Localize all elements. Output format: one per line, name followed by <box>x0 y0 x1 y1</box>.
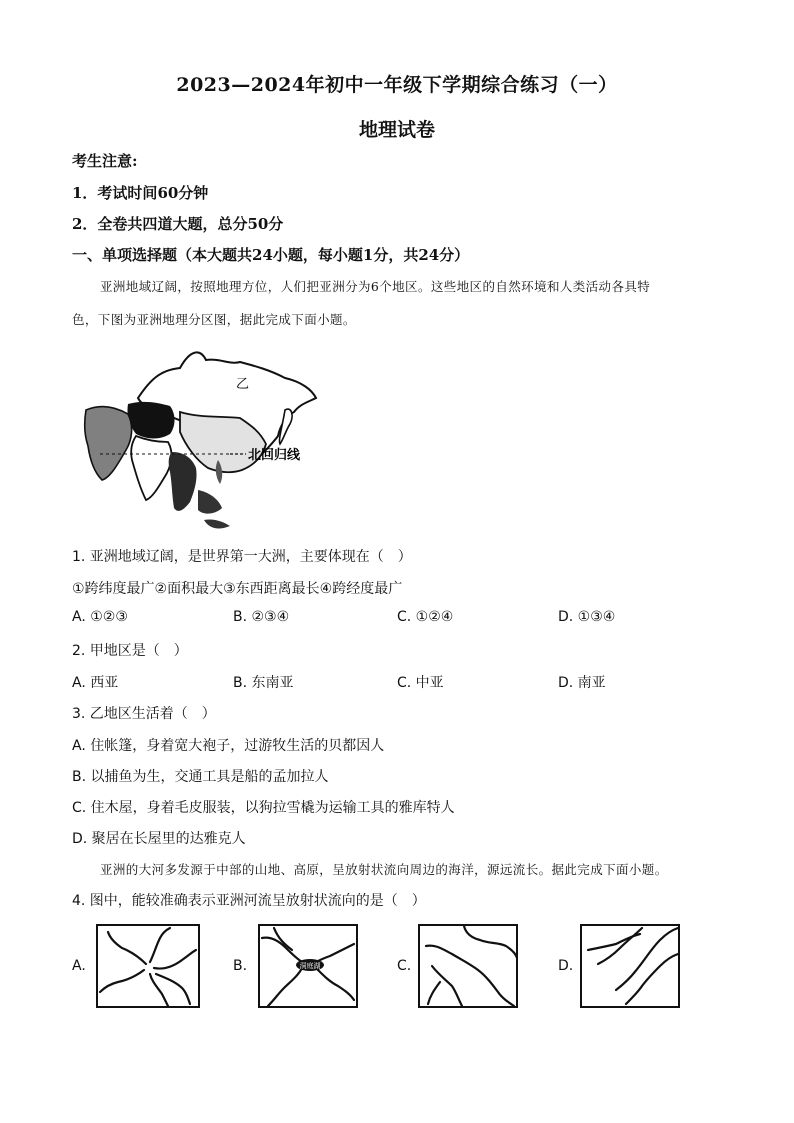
notice-item-2: 2．全卷共四道大题，总分50分 <box>72 215 284 233</box>
q4-label-d[interactable]: D. <box>558 958 574 974</box>
q1-option-c[interactable]: C. ①②④ <box>397 609 454 625</box>
q3-option-d[interactable]: D. 聚居在长屋里的达雅克人 <box>72 831 246 847</box>
river-diagram-c[interactable] <box>418 924 518 1008</box>
notice-item-1: 1．考试时间60分钟 <box>72 184 209 202</box>
q2-stem: 2. 甲地区是（ ） <box>72 643 188 659</box>
section-heading: 一、单项选择题（本大题共24小题，每小题1分，共24分） <box>72 246 470 264</box>
q1-option-b[interactable]: B. ②③④ <box>233 609 290 625</box>
asia-region-map <box>80 340 330 540</box>
q4-label-c[interactable]: C. <box>397 958 412 974</box>
q3-option-c[interactable]: C. 住木屋，身着毛皮服装，以狗拉雪橇为运输工具的雅库特人 <box>72 800 455 816</box>
q1-statements: ①跨纬度最广②面积最大③东西距离最长④跨经度最广 <box>72 581 403 597</box>
river-diagram-d[interactable] <box>580 924 680 1008</box>
exam-subtitle: 地理试卷 <box>358 119 435 141</box>
intro-line-1: 亚洲地域辽阔，按照地理方位，人们把亚洲分为6个地区。这些地区的自然环境和人类活动各具特 <box>100 279 651 294</box>
map-label-tropic: 北回归线 <box>248 448 301 463</box>
q1-stem: 1. 亚洲地域辽阔，是世界第一大洲，主要体现在（ ） <box>72 549 412 565</box>
q1-option-d[interactable]: D. ①③④ <box>558 609 616 625</box>
q2-option-c[interactable]: C. 中亚 <box>397 675 444 691</box>
q4-label-b[interactable]: B. <box>233 958 248 974</box>
q4-lake-label: 洞庭湖 <box>299 962 321 970</box>
q2-option-d[interactable]: D. 南亚 <box>558 675 606 691</box>
q3-option-a[interactable]: A. 住帐篷，身着宽大袍子，过游牧生活的贝都因人 <box>72 738 385 754</box>
map-label-yi: 乙 <box>236 377 250 392</box>
q3-stem: 3. 乙地区生活着（ ） <box>72 706 216 722</box>
q4-stem: 4. 图中，能较准确表示亚洲河流呈放射状流向的是（ ） <box>72 893 426 909</box>
q2-option-a[interactable]: A. 西亚 <box>72 675 119 691</box>
q2-option-b[interactable]: B. 东南亚 <box>233 675 294 691</box>
q4-label-a[interactable]: A. <box>72 958 86 974</box>
intro-line-2: 色，下图为亚洲地理分区图，据此完成下面小题。 <box>72 312 356 327</box>
river-diagram-a[interactable] <box>96 924 200 1008</box>
q1-option-a[interactable]: A. ①②③ <box>72 609 128 625</box>
notice-heading: 考生注意: <box>72 152 138 170</box>
exam-title: 2023—2024年初中一年级下学期综合练习（一） <box>176 74 618 96</box>
q3-option-b[interactable]: B. 以捕鱼为生，交通工具是船的孟加拉人 <box>72 769 329 785</box>
intro-rivers: 亚洲的大河多发源于中部的山地、高原，呈放射状流向周边的海洋，源远流长。据此完成下面小题。 <box>100 862 668 877</box>
river-diagram-b[interactable] <box>258 924 358 1008</box>
